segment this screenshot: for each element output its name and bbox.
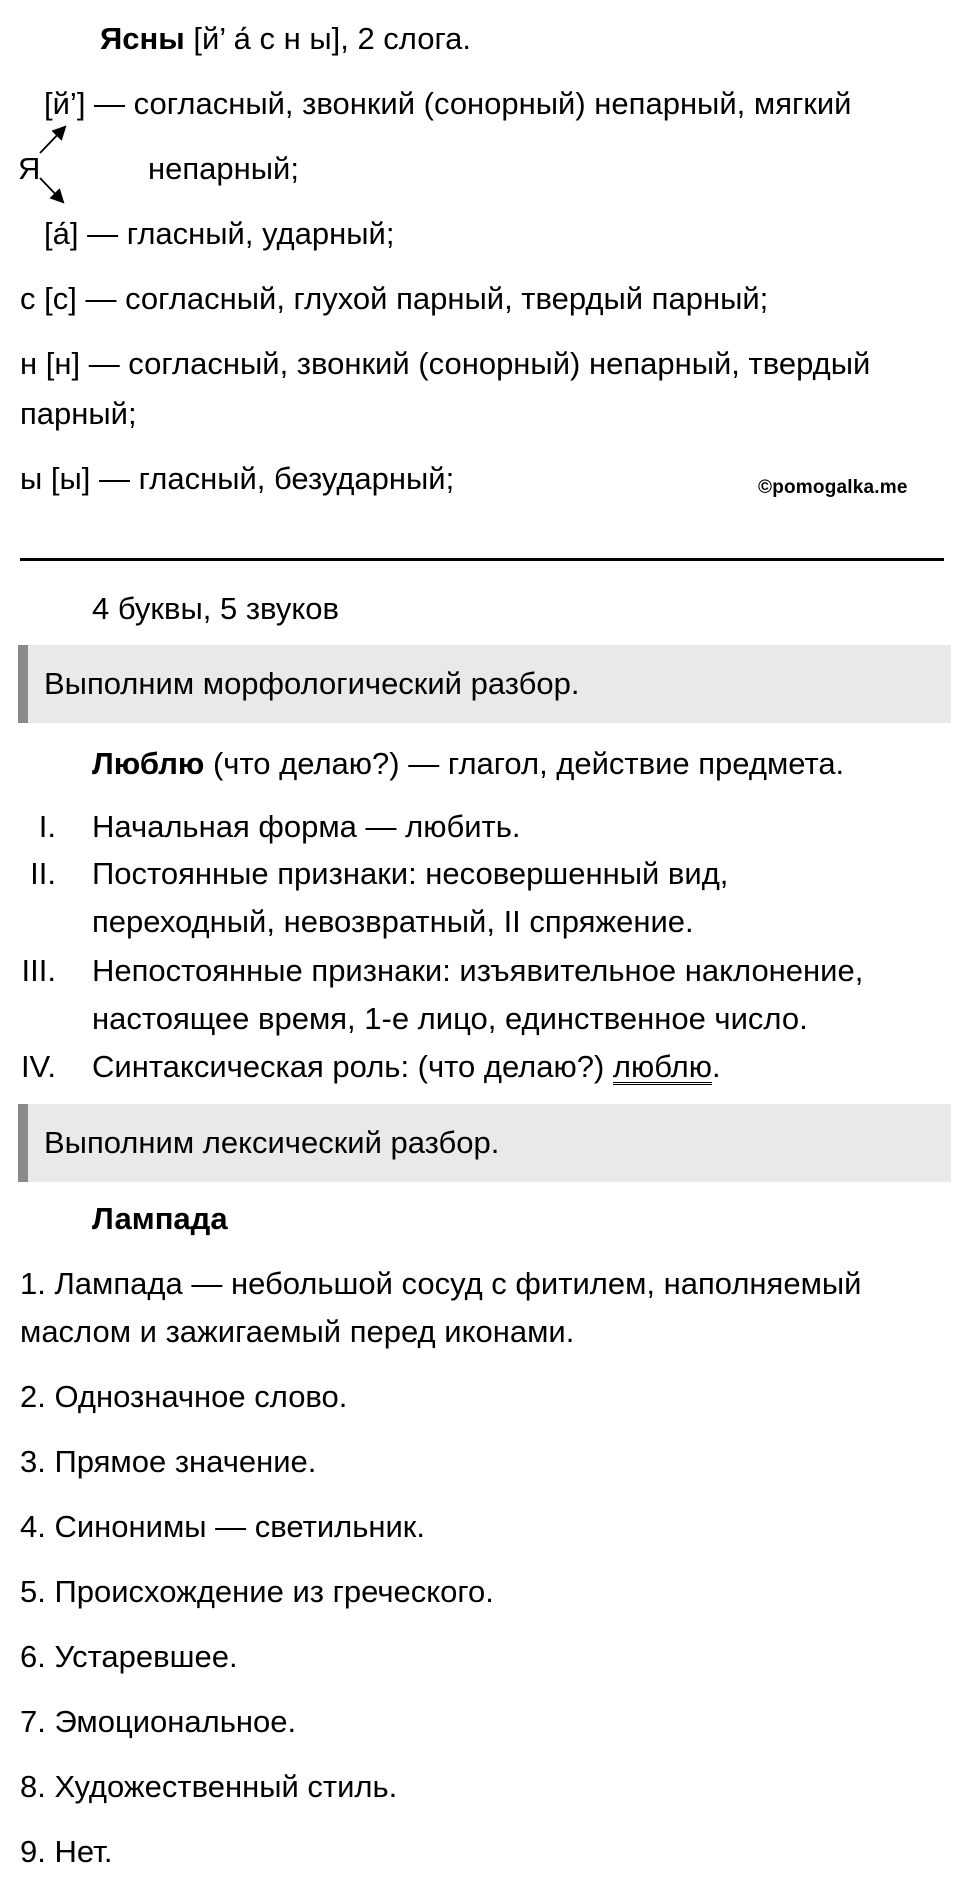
sound-a-line: [а́] — гласный, ударный; — [44, 216, 395, 251]
morph-item-num-1: I. — [38, 809, 56, 844]
lex-item-4: 4. Синонимы — светильник. — [20, 1509, 425, 1544]
sound-y-line-1: [й’] — согласный, звонкий (сонорный) непарный, мягкий — [44, 86, 852, 121]
morph-intro — [92, 745, 844, 783]
lex-item-6: 6. Устаревшее. — [20, 1639, 238, 1674]
morph-item-2-line-1: Постоянные признаки: несовершенный вид, — [92, 856, 729, 891]
lex-item-5: 5. Происхождение из греческого. — [20, 1574, 494, 1609]
morph-item-num-2: II. — [30, 856, 56, 891]
sound-n-line-2: парный; — [20, 396, 137, 431]
sound-n-line-1: н [н] — согласный, звонкий (сонорный) непарный, твердый — [20, 346, 871, 381]
morph-item-3-line-1: Непостоянные признаки: изъявительное наклонение, — [92, 953, 864, 988]
sound-y2-line: ы [ы] — гласный, безударный; — [20, 461, 455, 496]
phonetic-word: Ясны — [100, 21, 185, 56]
morph-item-4-line-1 — [92, 1048, 721, 1086]
lex-item-7: 7. Эмоциональное. — [20, 1704, 297, 1739]
morph-item-2-line-2: переходный, невозвратный, II спряжение. — [92, 904, 694, 939]
arrow-down-icon — [40, 178, 62, 201]
letter-ya: Я — [18, 151, 41, 186]
lex-item-8: 8. Художественный стиль. — [20, 1769, 398, 1804]
morph-item-num-4: IV. — [20, 1049, 56, 1084]
morph-section-header — [18, 645, 951, 723]
watermark: ©pomogalka.me — [758, 477, 908, 498]
lex-item-9: 9. Нет. — [20, 1834, 113, 1869]
lex-item-2: 2. Однозначное слово. — [20, 1379, 348, 1414]
divider — [20, 558, 944, 561]
lex-section-header — [18, 1104, 951, 1182]
morph-word: Люблю — [92, 746, 205, 781]
lex-item-1-line-1: 1. Лампада — небольшой сосуд с фитилем, наполняемый — [20, 1266, 862, 1301]
letters-sounds-summary: 4 буквы, 5 звуков — [92, 591, 339, 626]
lex-heading: Выполним лексический разбор. — [44, 1125, 500, 1160]
morph-item-3-line-2: настоящее время, 1-е лицо, единственное число. — [92, 1001, 808, 1036]
morph-intro-rest: (что делаю?) — глагол, действие предмета. — [204, 746, 845, 781]
phonetic-transcription: [й’ а́ с н ы], 2 слога. — [184, 21, 471, 56]
sound-y-line-2: непарный; — [148, 151, 299, 186]
arrow-up-icon — [40, 128, 64, 153]
lex-item-1-line-2: маслом и зажигаемый перед иконами. — [20, 1314, 575, 1349]
syntax-role-suffix: . — [711, 1049, 721, 1084]
syntax-role-prefix: Синтаксическая роль: (что делаю?) — [92, 1049, 613, 1084]
morph-item-num-3: III. — [21, 953, 56, 988]
lex-item-3: 3. Прямое значение. — [20, 1444, 317, 1479]
lex-word: Лампада — [92, 1201, 228, 1236]
sound-s-line: с [с] — согласный, глухой парный, твердый парный; — [20, 281, 769, 316]
morph-heading: Выполним морфологический разбор. — [44, 666, 580, 701]
syntax-role-underlined-word: люблю — [612, 1049, 712, 1084]
morph-item-1-line-1: Начальная форма — любить. — [92, 809, 521, 844]
phonetic-title — [100, 20, 471, 58]
